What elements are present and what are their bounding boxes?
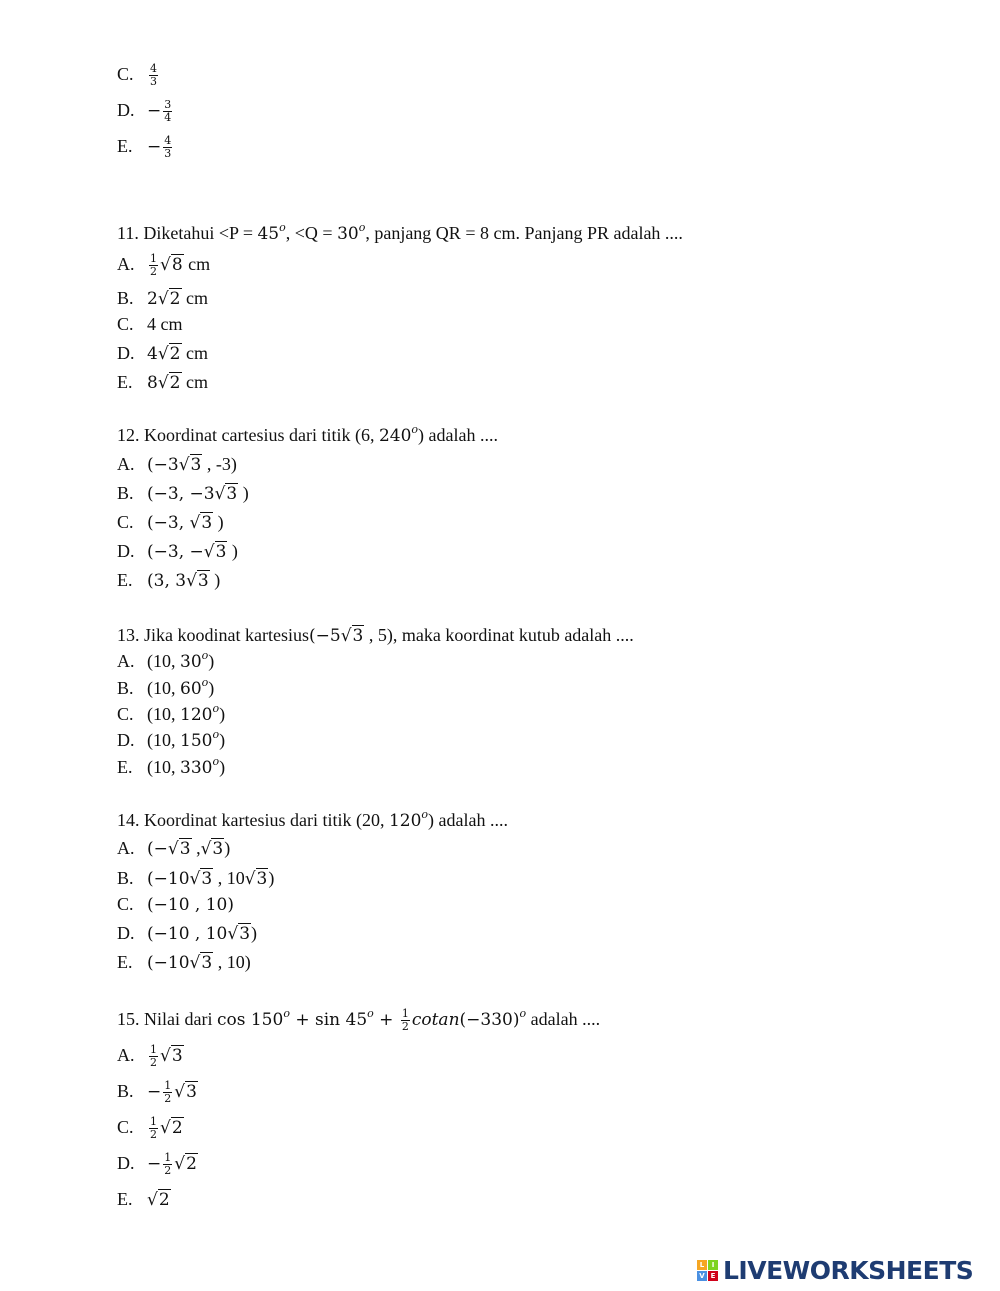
option-b: B. (−10√3 , 10√3) (117, 868, 275, 889)
square-root: √8 (160, 255, 183, 275)
option-e: E. (−10√3 , 10) (117, 952, 251, 973)
fraction: $\frac{4}{3}$ (164, 134, 172, 161)
logo-tile: E (708, 1271, 718, 1281)
option-e: E. √2 (117, 1189, 170, 1210)
fraction: $\frac{3}{4}$ (164, 98, 172, 125)
option-e: E. (3, 3√3 ) (117, 570, 221, 591)
square-root: √3 (167, 839, 191, 859)
option-c: C. (−10 , 10) (117, 894, 234, 915)
fraction: $\frac{1}{2}$ (150, 1043, 157, 1070)
option-e: E. 8√2 cm (117, 372, 208, 393)
fraction: $\frac{1}{2}$ (164, 1079, 172, 1106)
option-d: D. 4√2 cm (117, 343, 208, 364)
option-d: D. (10, 150$^o$) (117, 728, 226, 751)
square-root: √2 (157, 344, 181, 364)
option-b: B. (−3, −3√3 ) (117, 483, 249, 504)
square-root: √3 (244, 869, 268, 889)
option-d: D. − $\frac{3}{4}$ (117, 98, 172, 125)
option-d: D. (−10 , 10√3) (117, 923, 258, 944)
square-root: √3 (227, 924, 251, 944)
option-c: C. 4 cm (117, 314, 183, 334)
option-d: D. (−3, −√3 ) (117, 541, 238, 562)
fraction: $\frac{1}{2}$ (150, 1115, 157, 1142)
option-c: C. (10, 120$^o$) (117, 702, 226, 725)
fraction: $\frac{1}{2}$ (164, 1151, 172, 1178)
logo-tile: I (708, 1260, 718, 1270)
option-e: E. − $\frac{4}{3}$ (117, 134, 172, 161)
fraction: $\frac{4}{3}$ (150, 62, 157, 89)
question-13: 13. Jika koodinat kartesius(−5√3 , 5), maka koordinat kutub adalah .... (117, 625, 634, 646)
liveworksheets-logo-icon (697, 1260, 719, 1282)
logo-tile: L (697, 1260, 707, 1270)
liveworksheets-logo-text: LIVEWORKSHEETS (723, 1256, 974, 1285)
option-a: A. $\frac{1}{2}$ √8 cm (117, 252, 211, 279)
square-root: √3 (214, 484, 238, 504)
question-14: 14. Koordinat kartesius dari titik (20, 120$^o$) adalah .... (117, 808, 508, 831)
option-c: C. (−3, √3 ) (117, 512, 224, 533)
option-a: A. $\frac{1}{2}$ √3 (117, 1043, 183, 1070)
square-root: √2 (157, 373, 181, 393)
option-b: B. (10, 60$^o$) (117, 676, 215, 699)
square-root: √2 (147, 1190, 170, 1210)
square-root: √2 (174, 1154, 197, 1174)
fraction: $\frac{1}{2}$ (401, 1007, 409, 1034)
question-15: 15. Nilai dari $\cos 150^o + \sin 45^o$ + $\frac{1}{2}$ $cotan(-330)^o$ adalah .... (117, 1007, 601, 1034)
option-c: C. $\frac{1}{2}$ √2 (117, 1115, 183, 1142)
option-c: C. $\frac{4}{3}$ (117, 62, 157, 89)
square-root: √3 (189, 953, 213, 973)
square-root: √3 (186, 571, 209, 591)
square-root: √3 (174, 1082, 197, 1102)
option-b: B. − $\frac{1}{2}$ √3 (117, 1079, 197, 1106)
square-root: √3 (189, 513, 213, 533)
option-a: A. (−√3 ,√3) (117, 838, 231, 859)
square-root: √3 (160, 1046, 183, 1066)
square-root: √3 (203, 542, 227, 562)
square-root: √3 (200, 839, 224, 859)
fraction: $\frac{1}{2}$ (150, 252, 157, 279)
question-12: 12. Koordinat cartesius dari titik (6, 240$^o$) adalah .... (117, 423, 498, 446)
square-root: √3 (340, 626, 364, 646)
option-a: A. (−3√3 , -3) (117, 454, 237, 475)
option-a: A. (10, 30$^o$) (117, 649, 215, 672)
option-b: B. 2√2 cm (117, 288, 208, 309)
square-root: √3 (178, 455, 202, 475)
square-root: √3 (189, 869, 213, 889)
option-d: D. − $\frac{1}{2}$ √2 (117, 1151, 197, 1178)
square-root: √2 (160, 1118, 183, 1138)
option-e: E. (10, 330$^o$) (117, 755, 226, 778)
question-11: 11. Diketahui $<P = 45^o$, $<Q = 30^o$, panjang QR = 8 cm. Panjang PR adalah .... (117, 221, 683, 244)
logo-tile: V (697, 1271, 707, 1281)
square-root: √2 (157, 289, 181, 309)
